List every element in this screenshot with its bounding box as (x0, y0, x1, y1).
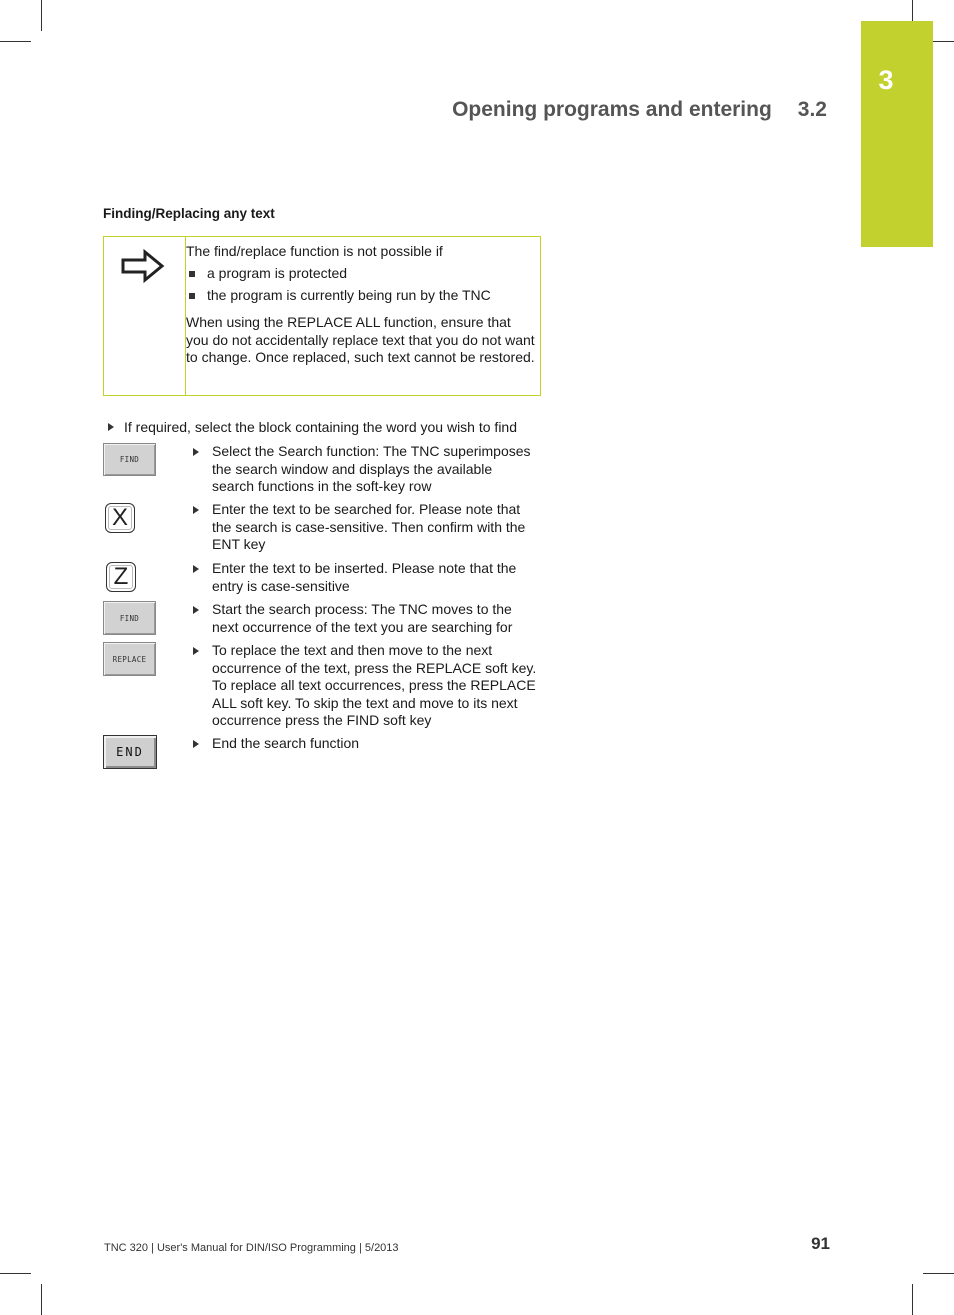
note-bullet-text: a program is protected (207, 264, 348, 281)
header-section: 3.2 (797, 98, 827, 121)
crop-mark (0, 1273, 31, 1274)
note-box (103, 236, 541, 396)
step-text (193, 601, 538, 636)
step-description: To replace the text and then move to the next occurrence of the text, press the REPLACE soft key. To replace all text occurrences, press the REPLACE ALL soft key. To skip the text and move to its next occurrence press the FIND soft key (212, 642, 537, 728)
step-description: Enter the text to be searched for. Please note that the search is case-sensitive. Then confirm with the ENT key (212, 501, 526, 552)
crop-mark (923, 1273, 954, 1274)
note-text (186, 243, 536, 367)
page-footer: TNC 320 | User's Manual for DIN/ISO Programming | 5/2013 (104, 1242, 399, 1254)
step-text (193, 501, 538, 554)
page-header (452, 98, 827, 122)
arrow-right-icon (120, 247, 166, 285)
find-softkey[interactable]: FIND (103, 443, 156, 476)
crop-mark (912, 1284, 913, 1315)
page-number: 91 (811, 1234, 830, 1253)
x-key[interactable]: X (105, 503, 135, 533)
intro-step (108, 419, 548, 437)
intro-step-text: If required, select the block containing the word you wish to find (124, 419, 517, 435)
note-bullet (186, 265, 536, 283)
step-description: End the search function (212, 735, 360, 751)
square-bullet-icon (189, 271, 195, 277)
note-bullet (186, 287, 536, 305)
z-key[interactable]: Z (106, 562, 136, 592)
chapter-number: 3 (878, 65, 894, 95)
note-intro: The find/replace function is not possible if (186, 243, 443, 259)
step-description: Select the Search function: The TNC superimposes the search window and displays the available search functions in the soft-key row (212, 443, 531, 494)
step-text (193, 443, 538, 496)
crop-mark (41, 0, 42, 31)
triangle-bullet-icon (193, 606, 199, 614)
triangle-bullet-icon (193, 565, 199, 573)
chapter-tab (861, 21, 933, 247)
crop-mark (0, 41, 31, 42)
step-description: Enter the text to be inserted. Please note that the entry is case-sensitive (212, 560, 517, 594)
triangle-bullet-icon (193, 448, 199, 456)
header-title: Opening programs and entering (452, 98, 772, 121)
crop-mark (41, 1284, 42, 1315)
square-bullet-icon (189, 293, 195, 299)
step-text (193, 735, 538, 753)
step-text (193, 642, 538, 730)
replace-softkey[interactable]: REPLACE (103, 642, 156, 676)
find-softkey[interactable]: FIND (103, 601, 156, 635)
end-key[interactable]: END (103, 735, 157, 769)
note-bullet-text: the program is currently being run by the TNC (207, 286, 491, 303)
step-text (193, 560, 538, 595)
step-description: Start the search process: The TNC moves to the next occurrence of the text you are searching for (212, 601, 513, 635)
section-subheading: Finding/Replacing any text (103, 206, 275, 221)
note-bullet-list (186, 265, 536, 305)
triangle-bullet-icon (108, 423, 114, 431)
triangle-bullet-icon (193, 647, 199, 655)
note-paragraph: When using the REPLACE ALL function, ensure that you do not accidentally replace text that you do not want to change. Once replaced, such text cannot be restored. (186, 314, 535, 365)
triangle-bullet-icon (193, 506, 199, 514)
triangle-bullet-icon (193, 740, 199, 748)
